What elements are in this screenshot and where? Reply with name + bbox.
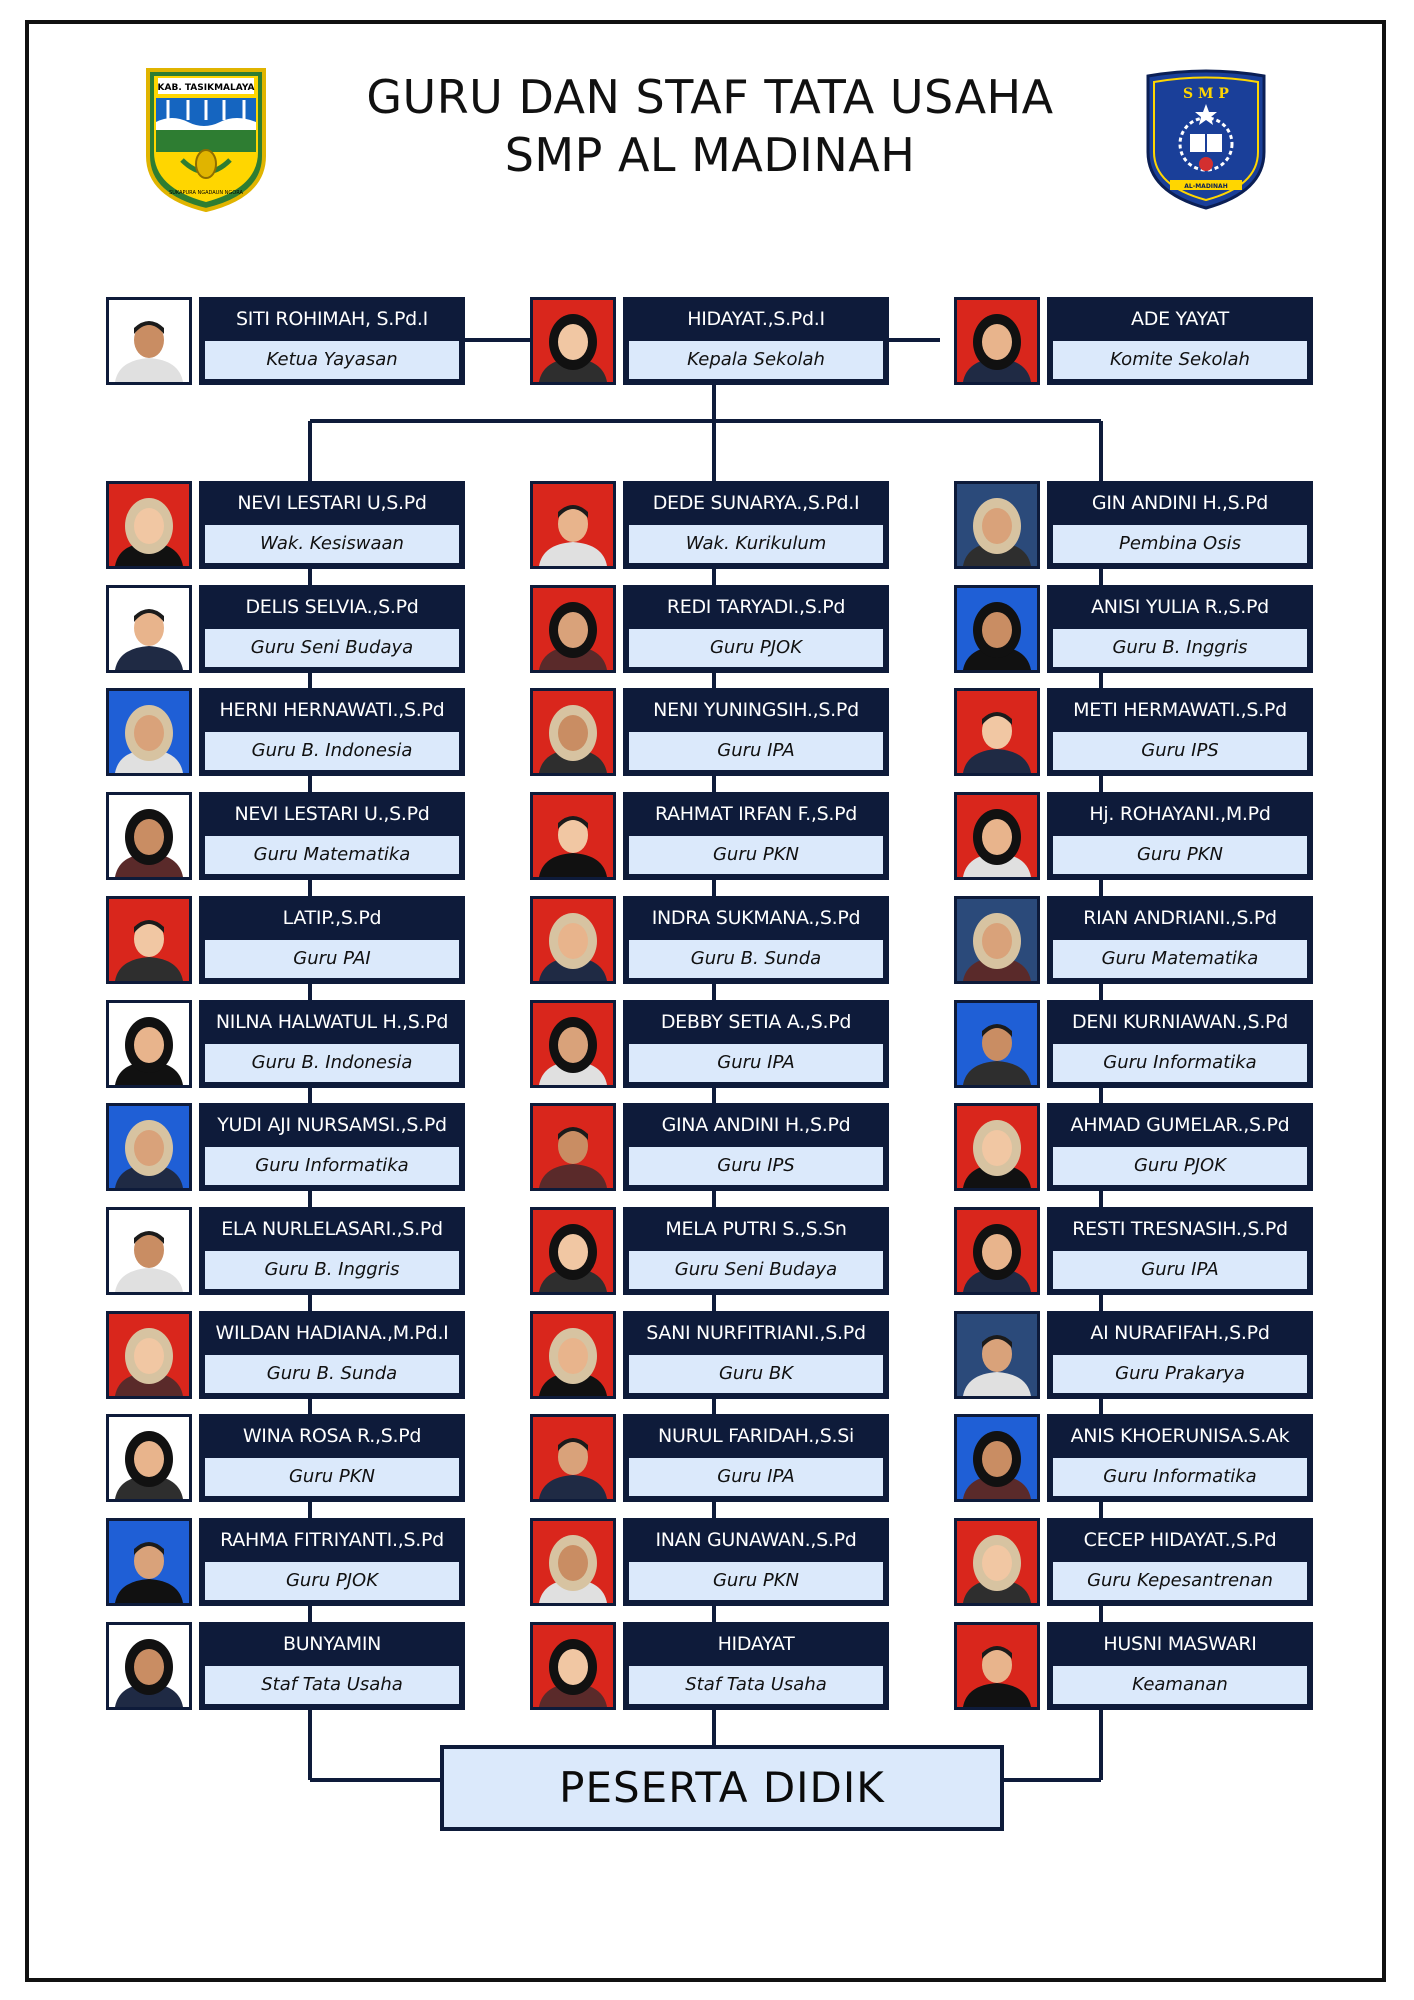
- staff-col1-row8-card: [199, 1207, 465, 1295]
- staff-col2-row8-photo: [530, 1207, 616, 1295]
- staff-col1-row1-role: Wak. Kesiswaan: [205, 525, 459, 563]
- staff-col1-row10-name: WINA ROSA R.,S.Pd: [242, 1425, 422, 1448]
- staff-col1-row10-card: [199, 1414, 465, 1502]
- staff-col2-row4-role: Guru PKN: [629, 836, 883, 874]
- staff-col3-row12-name: HUSNI MASWARI: [1103, 1632, 1257, 1655]
- left-logo-top-text: KAB. TASIKMALAYA: [157, 83, 255, 93]
- staff-col2-row2-role: Guru PJOK: [629, 629, 883, 667]
- staff-col1-row4-name: NEVI LESTARI U.,S.Pd: [234, 803, 430, 826]
- staff-col1-row4-photo: [106, 792, 192, 880]
- staff-col3-row3-role: Guru IPS: [1053, 732, 1307, 770]
- staff-col1-row2-photo: [106, 585, 192, 673]
- staff-col2-row12-role: Staf Tata Usaha: [629, 1666, 883, 1704]
- staff-col2-row10-photo: [530, 1414, 616, 1502]
- staff-col1-row9-photo: [106, 1311, 192, 1399]
- staff-col2-row12-name: HIDAYAT: [717, 1632, 795, 1655]
- staff-col3-row11-photo: [954, 1518, 1040, 1606]
- staff-col1-row9-card: [199, 1311, 465, 1399]
- staff-col1-row2-card: [199, 585, 465, 673]
- staff-col1-row6-card: [199, 1000, 465, 1088]
- staff-col1-row3-photo: [106, 688, 192, 776]
- staff-col3-row4-role: Guru PKN: [1053, 836, 1307, 874]
- staff-col1-row5-card: [199, 896, 465, 984]
- staff-col1-row1-card: [199, 481, 465, 569]
- staff-col3-row7-name: AHMAD GUMELAR.,S.Pd: [1070, 1114, 1290, 1137]
- staff-col1-row9-name: WILDAN HADIANA.,M.Pd.I: [215, 1321, 449, 1344]
- staff-col3-row2-photo: [954, 585, 1040, 673]
- kepala-sekolah-role: Kepala Sekolah: [629, 341, 883, 379]
- staff-col2-row1-card: [623, 481, 889, 569]
- staff-col2-row7-photo: [530, 1103, 616, 1191]
- staff-col3-row12-role: Keamanan: [1053, 1666, 1307, 1704]
- staff-col2-row5-card: [623, 896, 889, 984]
- staff-col2-row11-card: [623, 1518, 889, 1606]
- staff-col2-row3-name: NENI YUNINGSIH.,S.Pd: [653, 699, 859, 722]
- staff-col2-row6-photo: [530, 1000, 616, 1088]
- staff-col1-row11-role: Guru PJOK: [205, 1562, 459, 1600]
- staff-col1-row12-photo: [106, 1622, 192, 1710]
- ketua-yayasan-role: Ketua Yayasan: [205, 341, 459, 379]
- komite-sekolah-role: Komite Sekolah: [1053, 341, 1307, 379]
- staff-col1-row11-photo: [106, 1518, 192, 1606]
- staff-col2-row4-photo: [530, 792, 616, 880]
- staff-col2-row1-role: Wak. Kurikulum: [629, 525, 883, 563]
- staff-col3-row11-card: [1047, 1518, 1313, 1606]
- staff-col2-row8-card: [623, 1207, 889, 1295]
- staff-col1-row11-card: [199, 1518, 465, 1606]
- staff-col1-row1-photo: [106, 481, 192, 569]
- staff-col1-row9-role: Guru B. Sunda: [205, 1355, 459, 1393]
- ketua-yayasan-card: [199, 297, 465, 385]
- staff-col1-row4-role: Guru Matematika: [205, 836, 459, 874]
- staff-col1-row7-role: Guru Informatika: [205, 1147, 459, 1185]
- staff-col2-row1-photo: [530, 481, 616, 569]
- staff-col3-row8-name: RESTI TRESNASIH.,S.Pd: [1072, 1217, 1288, 1240]
- staff-col2-row3-photo: [530, 688, 616, 776]
- staff-col1-row12-role: Staf Tata Usaha: [205, 1666, 459, 1704]
- staff-col2-row11-photo: [530, 1518, 616, 1606]
- staff-col3-row7-photo: [954, 1103, 1040, 1191]
- staff-col2-row5-photo: [530, 896, 616, 984]
- staff-col2-row3-card: [623, 688, 889, 776]
- staff-col3-row8-role: Guru IPA: [1053, 1251, 1307, 1289]
- staff-col3-row8-photo: [954, 1207, 1040, 1295]
- komite-sekolah-photo: [954, 297, 1040, 385]
- staff-col2-row8-name: MELA PUTRI S.,S.Sn: [665, 1217, 847, 1240]
- kepala-sekolah-card: [623, 297, 889, 385]
- staff-col1-row3-role: Guru B. Indonesia: [205, 732, 459, 770]
- staff-col3-row10-name: ANIS KHOERUNISA.S.Ak: [1070, 1425, 1290, 1448]
- staff-col1-row2-name: DELIS SELVIA.,S.Pd: [245, 595, 419, 618]
- staff-col2-row5-role: Guru B. Sunda: [629, 940, 883, 978]
- staff-col2-row9-photo: [530, 1311, 616, 1399]
- staff-col3-row7-role: Guru PJOK: [1053, 1147, 1307, 1185]
- staff-col3-row10-photo: [954, 1414, 1040, 1502]
- staff-col3-row6-photo: [954, 1000, 1040, 1088]
- staff-col2-row1-name: DEDE SUNARYA.,S.Pd.I: [652, 492, 860, 514]
- staff-col3-row1-photo: [954, 481, 1040, 569]
- staff-col2-row10-card: [623, 1414, 889, 1502]
- staff-col1-row8-role: Guru B. Inggris: [205, 1251, 459, 1289]
- staff-col1-row8-photo: [106, 1207, 192, 1295]
- staff-col1-row2-role: Guru Seni Budaya: [205, 629, 459, 667]
- staff-col1-row7-card: [199, 1103, 465, 1191]
- staff-col3-row1-role: Pembina Osis: [1053, 525, 1307, 563]
- staff-col3-row9-photo: [954, 1311, 1040, 1399]
- staff-col2-row10-name: NURUL FARIDAH.,S.Si: [658, 1425, 854, 1448]
- staff-col1-row6-name: NILNA HALWATUL H.,S.Pd: [215, 1010, 449, 1033]
- title-line-1: GURU DAN STAF TATA USAHA: [366, 70, 1054, 124]
- komite-sekolah-name: ADE YAYAT: [1131, 308, 1229, 330]
- right-logo-top-text: S M P: [1183, 86, 1229, 102]
- staff-col2-row2-photo: [530, 585, 616, 673]
- smp-al-madinah-logo: [1140, 68, 1272, 212]
- staff-col3-row7-card: [1047, 1103, 1313, 1191]
- staff-col2-row5-name: INDRA SUKMANA.,S.Pd: [651, 906, 861, 929]
- staff-col3-row4-name: Hj. ROHAYANI.,M.Pd: [1089, 803, 1271, 826]
- staff-col3-row2-role: Guru B. Inggris: [1053, 629, 1307, 667]
- staff-col3-row5-photo: [954, 896, 1040, 984]
- staff-col3-row11-name: CECEP HIDAYAT.,S.Pd: [1083, 1529, 1277, 1551]
- staff-col3-row5-card: [1047, 896, 1313, 984]
- staff-col1-row3-card: [199, 688, 465, 776]
- staff-col3-row1-name: GIN ANDINI H.,S.Pd: [1091, 492, 1269, 514]
- staff-col3-row3-name: METI HERMAWATI.,S.Pd: [1073, 699, 1287, 722]
- staff-col3-row8-card: [1047, 1207, 1313, 1295]
- staff-col2-row6-name: DEBBY SETIA A.,S.Pd: [660, 1010, 852, 1033]
- staff-col2-row7-role: Guru IPS: [629, 1147, 883, 1185]
- staff-col1-row6-photo: [106, 1000, 192, 1088]
- staff-col3-row9-name: AI NURAFIFAH.,S.Pd: [1090, 1321, 1270, 1344]
- staff-col2-row4-card: [623, 792, 889, 880]
- staff-col3-row4-photo: [954, 792, 1040, 880]
- staff-col1-row7-name: YUDI AJI NURSAMSI.,S.Pd: [217, 1114, 447, 1137]
- page-title: [340, 68, 1080, 184]
- staff-col3-row1-card: [1047, 481, 1313, 569]
- right-logo-bottom-text: AL-MADINAH: [1184, 183, 1228, 190]
- staff-col3-row12-card: [1047, 1622, 1313, 1710]
- staff-col1-row10-role: Guru PKN: [205, 1458, 459, 1496]
- staff-col2-row9-name: SANI NURFITRIANI.,S.Pd: [646, 1321, 866, 1344]
- staff-col3-row5-name: RIAN ANDRIANI.,S.Pd: [1083, 906, 1277, 929]
- staff-col2-row8-role: Guru Seni Budaya: [629, 1251, 883, 1289]
- staff-col1-row5-name: LATIP.,S.Pd: [282, 906, 382, 929]
- staff-col2-row11-name: INAN GUNAWAN.,S.Pd: [655, 1529, 857, 1551]
- staff-col3-row5-role: Guru Matematika: [1053, 940, 1307, 978]
- staff-col2-row7-card: [623, 1103, 889, 1191]
- staff-col1-row8-name: ELA NURLELASARI.,S.Pd: [221, 1217, 443, 1240]
- ketua-yayasan-name: SITI ROHIMAH, S.Pd.I: [236, 308, 428, 330]
- staff-col2-row4-name: RAHMAT IRFAN F.,S.Pd: [654, 803, 858, 826]
- kepala-sekolah-name: HIDAYAT.,S.Pd.I: [687, 308, 825, 330]
- staff-col2-row7-name: GINA ANDINI H.,S.Pd: [661, 1114, 851, 1137]
- staff-col3-row4-card: [1047, 792, 1313, 880]
- staff-col1-row6-role: Guru B. Indonesia: [205, 1044, 459, 1082]
- staff-col2-row2-card: [623, 585, 889, 673]
- staff-col2-row2-name: REDI TARYADI.,S.Pd: [666, 595, 846, 618]
- staff-col2-row6-role: Guru IPA: [629, 1044, 883, 1082]
- staff-col2-row10-role: Guru IPA: [629, 1458, 883, 1496]
- staff-col3-row2-card: [1047, 585, 1313, 673]
- staff-col2-row9-card: [623, 1311, 889, 1399]
- komite-sekolah-card: [1047, 297, 1313, 385]
- staff-col2-row3-role: Guru IPA: [629, 732, 883, 770]
- staff-col2-row11-role: Guru PKN: [629, 1562, 883, 1600]
- staff-col3-row9-card: [1047, 1311, 1313, 1399]
- staff-col1-row5-photo: [106, 896, 192, 984]
- staff-col1-row11-name: RAHMA FITRIYANTI.,S.Pd: [220, 1529, 444, 1551]
- peserta-didik-box: PESERTA DIDIK: [440, 1745, 1004, 1831]
- staff-col1-row1-name: NEVI LESTARI U,S.Pd: [237, 492, 427, 514]
- staff-col3-row2-name: ANISI YULIA R.,S.Pd: [1091, 595, 1269, 618]
- staff-col3-row6-role: Guru Informatika: [1053, 1044, 1307, 1082]
- staff-col1-row4-card: [199, 792, 465, 880]
- staff-col1-row5-role: Guru PAI: [205, 940, 459, 978]
- left-logo-bottom-text: SUKAPURA NGADAUN NGORA: [169, 190, 243, 196]
- staff-col3-row10-role: Guru Informatika: [1053, 1458, 1307, 1496]
- staff-col3-row3-photo: [954, 688, 1040, 776]
- title-line-2: SMP AL MADINAH: [504, 128, 916, 182]
- staff-col3-row6-name: DENI KURNIAWAN.,S.Pd: [1072, 1010, 1288, 1033]
- staff-col2-row12-photo: [530, 1622, 616, 1710]
- staff-col1-row12-name: BUNYAMIN: [282, 1632, 382, 1655]
- staff-col1-row7-photo: [106, 1103, 192, 1191]
- staff-col3-row3-card: [1047, 688, 1313, 776]
- staff-col1-row12-card: [199, 1622, 465, 1710]
- staff-col1-row3-name: HERNI HERNAWATI.,S.Pd: [219, 699, 445, 722]
- staff-col3-row11-role: Guru Kepesantrenan: [1053, 1562, 1307, 1600]
- staff-col2-row6-card: [623, 1000, 889, 1088]
- staff-col3-row10-card: [1047, 1414, 1313, 1502]
- ketua-yayasan-photo: [106, 297, 192, 385]
- staff-col3-row12-photo: [954, 1622, 1040, 1710]
- staff-col1-row10-photo: [106, 1414, 192, 1502]
- staff-col2-row12-card: [623, 1622, 889, 1710]
- staff-col3-row9-role: Guru Prakarya: [1053, 1355, 1307, 1393]
- staff-col3-row6-card: [1047, 1000, 1313, 1088]
- kepala-sekolah-photo: [530, 297, 616, 385]
- staff-col2-row9-role: Guru BK: [629, 1355, 883, 1393]
- kab-tasikmalaya-logo: [138, 64, 274, 214]
